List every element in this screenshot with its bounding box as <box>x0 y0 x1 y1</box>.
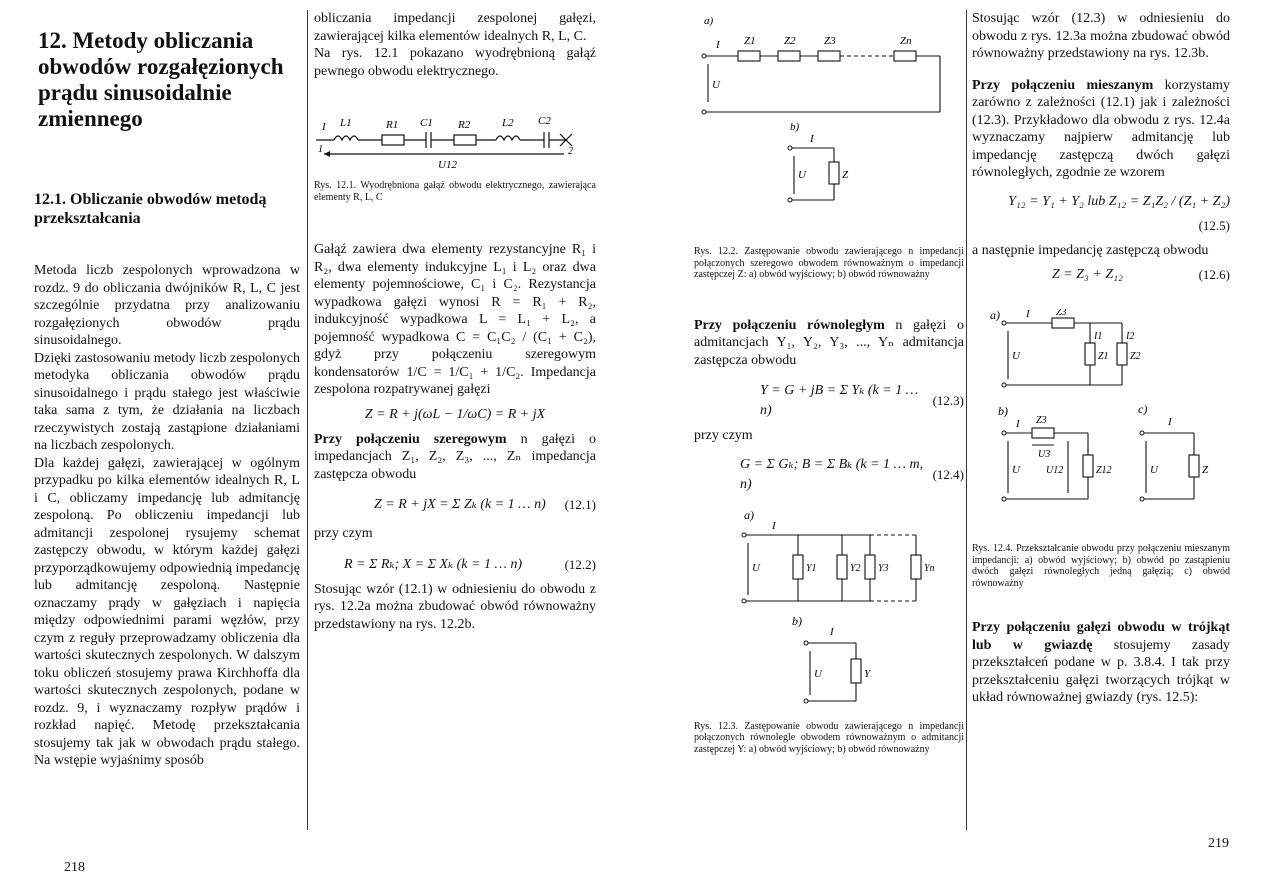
fig2b-label: b) <box>790 121 800 133</box>
equation-12-1-number: (12.1) <box>564 497 596 512</box>
equation-12-3-number: (12.3) <box>932 393 964 408</box>
equation-impedance-text: Z = R + j(ωL − 1/ωC) = R + jX <box>364 406 546 422</box>
mixed-text: korzystamy zarówno z zależności (12.1) jak i zależności (12.3). Przykładowo dla obwodu z rys. 12.4a wyznaczamy najpierw admitancję lub impedancję zastępczą dwóch gałęzi równoległych, zgodnie ze wzorem <box>972 77 1230 180</box>
equation-12-2-number: (12.2) <box>564 556 596 572</box>
fig4a-label: a) <box>990 309 1000 322</box>
delta-star-heading: Przy połączeniu gałęzi obwodu w trójkąt lub w gwiazdę <box>972 620 1230 653</box>
fig1-label-I: I <box>322 121 326 133</box>
fig4c-label-Z: Z <box>1202 464 1209 476</box>
fig1-label-C1: C1 <box>420 117 433 129</box>
paragraph-branches: Dla każdej gałęzi, zawierającej w ogólnym przypadku po kilka elementów idealnych R, L i C, obliczamy impedancję lub admitancję zespoloną. Po obliczeniu impedancji lub admitancji zespolonej rysujemy schemat zastępczy obwodu, w którym każdej gałęzi przyporządkowujemy odpowiednią impedancję lub admitancję zespoloną. Następnie oznaczamy prądy w gałęziach i napięcia między odpowiednimi parami węzłów, przy czym z reguły przeprowadzamy obliczenia dla wartości skutecznych zespolonych. W dalszym toku obliczeń stosujemy prawa Kirchhoffa dla wartości skutecznych zespolonych, podane w rozdz. 9, i wyznaczamy rozpływ prądów i rozkład napięć. Metodę przekształcania stosujemy tak jak w obwodach prądu stałego. Na wstępie wyjaśnimy sposób <box>34 455 300 768</box>
fig1-node-2: 2 <box>568 146 573 157</box>
paragraph-method: Dzięki zastosowaniu metody liczb zespolonych metodyka obliczania obwodów prądu sinusoidalnego i prądu stałego jest właściwie taka sama z tym, że działania na liczbach rzeczywistych zostają zastąpione działaniami na liczbach zespolonych. <box>34 350 300 453</box>
paragraph-impedance-intro: obliczania impedancji zespolonej gałęzi, zawierającej kilka elementów idealnych R, L, C. <box>314 11 596 44</box>
fig4c-label-I: I <box>1168 416 1172 428</box>
equation-12-2 <box>314 555 596 575</box>
right-column-1 <box>694 8 964 848</box>
fig3b-label-Y: Y <box>864 667 871 680</box>
paragraph-fig3-ref: Stosując wzór (12.3) w odniesieniu do obwodu z rys. 12.3a można zbudować obwód równoważny przedstawiony na rys. 12.3b. <box>972 11 1230 61</box>
fig4a-label-Z1: Z1 <box>1098 351 1109 362</box>
figure-12-3b-equivalent-circuit <box>694 615 954 711</box>
chapter-heading: 12. Metody obliczania obwodów rozgałęzionych prądu sinusoidalnie zmiennego <box>38 28 284 131</box>
fig3a-label-Yn: Yn <box>924 562 935 574</box>
paragraph-fig1-ref: Na rys. 12.1 pokazano wyodrębnioną gałąź pewnego obwodu elektrycznego. <box>314 46 596 79</box>
fig4b-label-U: U <box>1012 464 1020 476</box>
equation-12-4 <box>694 455 964 495</box>
fig3a-label-Y2: Y2 <box>850 562 861 574</box>
fig1-label-C2: C2 <box>538 115 551 127</box>
fig4a-label-I1: I1 <box>1094 331 1103 342</box>
fig4b-label-U3: U3 <box>1038 449 1051 460</box>
equation-12-4-number: (12.4) <box>932 466 964 482</box>
parallel-heading: Przy połączeniu równoległym <box>694 317 885 333</box>
series-heading: Przy połączeniu szeregowym <box>314 431 507 447</box>
fig1-label-L1: L1 <box>340 117 352 129</box>
mixed-heading: Przy połączeniu mieszanym <box>972 77 1154 93</box>
equation-12-5 <box>972 192 1230 212</box>
paragraph-delta-star <box>972 619 1230 707</box>
text-przy-czym-right: przy czym <box>694 428 753 443</box>
section-heading: 12.1. Obliczanie obwodów metodą przekształcania <box>34 191 267 227</box>
left-column-1 <box>34 28 300 858</box>
equation-12-6-number: (12.6) <box>1198 267 1230 282</box>
text-przy-czym: przy czym <box>314 526 373 541</box>
fig4a-label-I2: I2 <box>1126 331 1135 342</box>
fig4c-label-U: U <box>1150 464 1158 476</box>
fig4a-label-Z2: Z2 <box>1130 351 1141 362</box>
fig3b-label: b) <box>792 614 802 628</box>
fig4b-label-Z12: Z12 <box>1096 465 1112 476</box>
fig2b-label-I: I <box>810 133 814 145</box>
fig3b-label-I: I <box>830 625 834 638</box>
figure-12-3-caption: Rys. 12.3. Zastępowanie obwodu zawierającego n impedancji połączonych równolegle obwodem równoważnym o admitancji zastępczej Y: a) obwód wyjściowy; b) obwód równoważny <box>694 720 964 755</box>
fig2a-label: a) <box>704 15 714 27</box>
fig3a-label-U: U <box>752 561 760 574</box>
figure-12-2a-series-circuit <box>694 8 954 118</box>
fig3a-label-Y1: Y1 <box>806 562 817 574</box>
parallel-text: n gałęzi o admitancjach Y₁, Y₂, Y₃, ..., Yₙ admitancja zastępcza obwodu <box>694 317 964 368</box>
equation-12-6-text: Z = Z₃ + Z₁₂ <box>1052 267 1123 282</box>
delta-star-text: stosujemy zasady przekształceń podane w p. 3.8.4. I tak przy przekształceniu gałęzi tworzących trójkąt w układ równoważnej gwiazdy (rys. 12.5): <box>972 637 1230 705</box>
figure-12-3a-parallel-circuit <box>694 505 954 609</box>
fig4b-label: b) <box>998 404 1008 418</box>
equation-12-6 <box>972 265 1230 285</box>
fig2a-label-Z3: Z3 <box>824 35 836 47</box>
fig1-label-U12: U12 <box>438 159 457 171</box>
voltage-arrow-icon <box>324 151 330 157</box>
column-divider-right <box>966 10 967 830</box>
fig2a-label-Z2: Z2 <box>784 35 796 47</box>
series-text: n gałęzi o impedancjach Z₁, Z₂, Z₃, ..., Zₙ impedancja zastępcza obwodu <box>314 431 596 482</box>
equation-12-2-text: R = Σ Rₖ; X = Σ Xₖ (k = 1 … n) <box>344 556 523 572</box>
page-number-right: 219 <box>1208 836 1229 851</box>
equation-12-1 <box>314 495 596 515</box>
column-divider-left <box>307 10 308 830</box>
paragraph-mixed <box>972 77 1230 182</box>
equation-impedance <box>314 405 596 425</box>
paragraph-series <box>314 431 596 484</box>
figure-12-4-caption: Rys. 12.4. Przekształcanie obwodu przy połączeniu mieszanym impedancji: a) obwód wyjściowy; b) obwód po zastąpieniu dwóch gałęzi równoległych jedną gałęzią; c) obwód równoważny <box>972 543 1230 589</box>
equation-12-5-text: Y₁₂ = Y₁ + Y₂ lub Z₁₂ = Z₁Z₂ / (Z₁ + Z₂) <box>1008 193 1230 209</box>
equation-12-4-text: G = Σ Gₖ; B = Σ Bₖ (k = 1 … m, n) <box>740 456 924 492</box>
fig4a-label-Z3: Z3 <box>1056 309 1067 318</box>
page-number-left: 218 <box>64 860 85 875</box>
fig4b-label-Z3: Z3 <box>1036 415 1047 426</box>
equation-12-3 <box>694 381 964 421</box>
fig4b-label-I: I <box>1016 418 1020 430</box>
fig2a-label-Z1: Z1 <box>744 35 756 47</box>
fig4a-label-I: I <box>1026 309 1030 320</box>
fig2b-label-Z: Z <box>842 169 849 181</box>
paragraph-branch-elements: Gałąź zawiera dwa elementy rezystancyjne R₁ i R₂, dwa elementy indukcyjne L₁ i L₂ oraz dwa elementy pojemnościowe, C₁ i C₂. Rezystancja wypadkowa gałęzi wynosi R = R₁ + R₂, indukcyjność wypadkowa L = L₁ + L₂, a pojemność wypadkowa C = C₁C₂ / (C₁ + C₂), gdyż przy połączeniu szeregowym kondensatorów 1/C = 1/C₁ + 1/C₂. Impedancja zespolona rozpatrywanej gałęzi <box>314 242 596 397</box>
paragraph-fig2-ref: Stosując wzór (12.1) w odniesieniu do obwodu z rys. 12.2a można zbudować obwód równoważny przedstawiony na rys. 12.2b. <box>314 581 596 632</box>
fig2a-label-Zn: Zn <box>900 35 912 47</box>
fig1-label-L2: L2 <box>502 117 514 129</box>
figure-12-4-mixed-circuits <box>972 309 1228 539</box>
fig3a-label-I: I <box>772 519 776 532</box>
paragraph-intro: Metoda liczb zespolonych wprowadzona w rozdz. 9 do obliczania dwójników R, L, C jest szczególnie przydatna przy analizowaniu rozgałęzionych obwodów prądu sinusoidalnego. <box>34 263 300 348</box>
fig2b-label-U: U <box>798 169 806 181</box>
figure-12-1-caption: Rys. 12.1. Wyodrębniona gałąź obwodu elektrycznego, zawierająca elementy R, L, C <box>314 180 596 203</box>
equation-12-1-text: Z = R + jX = Σ Zₖ (k = 1 … n) <box>374 497 546 512</box>
fig4a-label-U: U <box>1012 350 1020 362</box>
fig3a-label-Y3: Y3 <box>878 562 889 574</box>
fig4c-label: c) <box>1138 402 1148 416</box>
fig2a-label-U: U <box>712 79 720 91</box>
left-column-2 <box>314 10 596 840</box>
fig1-node-1: 1 <box>318 144 323 155</box>
figure-12-2-caption: Rys. 12.2. Zastępowanie obwodu zawierającego n impedancji połączonych szeregowo obwodem równoważnym o impedancji zastępczej Z: a) obwód wyjściowy; b) obwód równoważny <box>694 246 964 280</box>
right-column-2 <box>972 10 1230 840</box>
paragraph-then: a następnie impedancję zastępczą obwodu <box>972 242 1209 258</box>
fig3b-label-U: U <box>814 667 822 680</box>
figure-12-1-branch-circuit <box>314 110 594 176</box>
fig3a-label: a) <box>744 507 754 522</box>
fig4b-label-U12: U12 <box>1046 465 1064 476</box>
figure-12-2b-equivalent-circuit <box>694 118 954 206</box>
equation-12-5-number: (12.5) <box>1198 217 1230 233</box>
fig2a-label-I: I <box>716 39 720 51</box>
fig1-label-R1: R1 <box>386 119 399 131</box>
equation-12-3-text: Y = G + jB = Σ Yₖ (k = 1 … n) <box>760 383 919 418</box>
fig1-label-R2: R2 <box>458 119 471 131</box>
paragraph-parallel <box>694 317 964 370</box>
